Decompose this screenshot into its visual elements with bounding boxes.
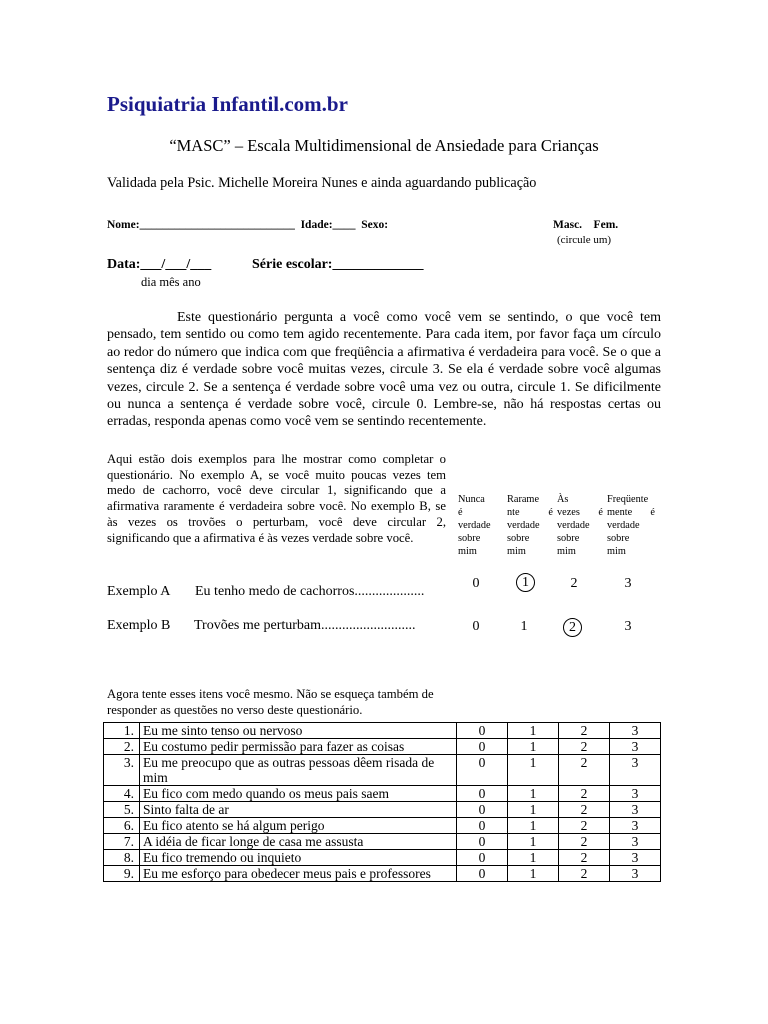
column-header-line: é <box>458 507 463 518</box>
table-row <box>104 723 661 739</box>
column-header-word: é <box>548 507 553 518</box>
item-number: 4. <box>104 786 140 802</box>
item-score-0[interactable]: 0 <box>457 802 508 818</box>
item-score-1[interactable]: 1 <box>508 834 559 850</box>
column-header-never <box>458 493 504 558</box>
validation-note: Validada pela Psic. Michelle Moreira Nunes e ainda aguardando publicação <box>107 175 537 191</box>
item-score-1[interactable]: 1 <box>508 755 559 786</box>
example-a-score-3: 3 <box>624 576 632 591</box>
item-text: Eu me sinto tenso ou nervoso <box>140 723 457 739</box>
item-text: Eu fico com medo quando os meus pais saem <box>140 786 457 802</box>
column-header-line: mim <box>507 546 526 557</box>
school-grade-line: Série escolar:_____________ <box>252 257 424 272</box>
item-number: 6. <box>104 818 140 834</box>
item-score-2[interactable]: 2 <box>559 786 610 802</box>
item-score-3[interactable]: 3 <box>610 755 661 786</box>
item-score-3[interactable]: 3 <box>610 834 661 850</box>
example-b-score-1: 1 <box>520 619 528 634</box>
table-row <box>104 834 661 850</box>
item-number: 1. <box>104 723 140 739</box>
column-header-word: vezes <box>557 507 580 518</box>
date-line: Data:___/___/___ <box>107 257 212 272</box>
item-score-0[interactable]: 0 <box>457 850 508 866</box>
example-b-label: Exemplo B <box>107 618 171 633</box>
column-header-line: mim <box>458 546 477 557</box>
item-score-2[interactable]: 2 <box>559 723 610 739</box>
table-row <box>104 786 661 802</box>
example-a-text: Eu tenho medo de cachorros.................... <box>195 584 425 599</box>
item-score-0[interactable]: 0 <box>457 834 508 850</box>
item-score-1[interactable]: 1 <box>508 866 559 882</box>
item-number: 7. <box>104 834 140 850</box>
example-a-score-1-circled: 1 <box>516 573 535 592</box>
item-score-3[interactable]: 3 <box>610 818 661 834</box>
item-text: Eu me esforço para obedecer meus pais e professores <box>140 866 457 882</box>
column-header-line: Freqüente <box>607 494 649 505</box>
sex-hint: (circule um) <box>557 234 612 246</box>
try-items-instructions: Agora tente esses itens você mesmo. Não se esqueça também de responder as questões no verso deste questionário. <box>107 687 434 717</box>
table-row <box>104 755 661 786</box>
date-parts-label: dia mês ano <box>141 275 201 289</box>
examples-explanation: Aqui estão dois exemplos para lhe mostrar como completar o questionário. No exemplo A, se você muito poucas vezes tem medo de cachorro, você deve circular 1, significando que a afirmativa raramente é verdadeira sobre você. No exemplo B, se às vezes os trovões o perturbam, você deve circular 2, significando que a afirmativa é às vezes verdade sobre você. <box>107 452 446 545</box>
item-text: Eu me preocupo que as outras pessoas dêem risada de mim <box>140 755 457 786</box>
item-score-2[interactable]: 2 <box>559 834 610 850</box>
table-row <box>104 866 661 882</box>
column-header-sometimes <box>557 493 603 558</box>
column-header-line <box>557 506 603 519</box>
site-title: Psiquiatria Infantil.com.br <box>107 92 348 116</box>
example-a-score-2: 2 <box>570 576 578 591</box>
column-header-line: sobre <box>458 533 481 544</box>
table-row <box>104 850 661 866</box>
sex-options: Masc. Fem. <box>553 219 619 231</box>
column-header-line: verdade <box>557 520 590 531</box>
column-header-word: nte <box>507 507 520 518</box>
column-header-line: sobre <box>507 533 530 544</box>
column-header-word: mente <box>607 507 633 518</box>
item-score-0[interactable]: 0 <box>457 723 508 739</box>
item-text: Sinto falta de ar <box>140 802 457 818</box>
column-header-line: verdade <box>507 520 540 531</box>
item-number: 5. <box>104 802 140 818</box>
item-number: 9. <box>104 866 140 882</box>
item-number: 2. <box>104 739 140 755</box>
item-score-1[interactable]: 1 <box>508 786 559 802</box>
example-a-score-0: 0 <box>472 576 480 591</box>
example-b-score-3: 3 <box>624 619 632 634</box>
table-row <box>104 739 661 755</box>
item-score-0[interactable]: 0 <box>457 866 508 882</box>
item-text: Eu fico atento se há algum perigo <box>140 818 457 834</box>
column-header-line: Nunca <box>458 494 485 505</box>
column-header-line: mim <box>607 546 626 557</box>
item-score-2[interactable]: 2 <box>559 866 610 882</box>
item-score-3[interactable]: 3 <box>610 850 661 866</box>
item-score-1[interactable]: 1 <box>508 739 559 755</box>
table-row <box>104 818 661 834</box>
item-score-3[interactable]: 3 <box>610 866 661 882</box>
items-table <box>103 722 661 882</box>
column-header-line: sobre <box>557 533 580 544</box>
example-b-text: Trovões me perturbam........................... <box>194 618 416 633</box>
table-row <box>104 802 661 818</box>
item-score-3[interactable]: 3 <box>610 786 661 802</box>
item-score-2[interactable]: 2 <box>559 818 610 834</box>
column-header-word: é <box>650 507 655 518</box>
instructions-paragraph: Este questionário pergunta a você como você vem se sentindo, o que você tem pensado, tem sentido ou como tem agido recentemente. Para cada item, por favor faça um círculo ao redor do número que indica com que freqüência a afirmativa é verdadeira para você. Se o que a sentença diz é verdade sobre você muitas vezes, circule 3. Se ela é verdade sobre você algumas vezes, circule 2. Se a sentença é verdade sobre você uma vez ou outra, circule 1. Se dificilmente ou nunca a sentença é verdade sobre você, circule 0. Lembre-se, não há respostas certas ou erradas, responda apenas como você vem se sentindo recentemente. <box>107 310 661 430</box>
item-number: 8. <box>104 850 140 866</box>
item-score-2[interactable]: 2 <box>559 802 610 818</box>
column-header-line <box>507 506 553 519</box>
item-score-1[interactable]: 1 <box>508 818 559 834</box>
item-score-0[interactable]: 0 <box>457 818 508 834</box>
column-header-line: verdade <box>607 520 640 531</box>
item-text: Eu fico tremendo ou inquieto <box>140 850 457 866</box>
column-header-line: Às <box>557 494 569 505</box>
column-header-often <box>607 493 655 558</box>
column-header-line: sobre <box>607 533 630 544</box>
column-header-word: é <box>598 507 603 518</box>
item-score-1[interactable]: 1 <box>508 723 559 739</box>
item-score-3[interactable]: 3 <box>610 739 661 755</box>
item-score-0[interactable]: 0 <box>457 786 508 802</box>
item-score-3[interactable]: 3 <box>610 723 661 739</box>
item-score-3[interactable]: 3 <box>610 802 661 818</box>
column-header-rarely <box>507 493 553 558</box>
item-score-2[interactable]: 2 <box>559 755 610 786</box>
column-header-line: verdade <box>458 520 491 531</box>
column-header-line: Rarame <box>507 494 540 505</box>
item-score-0[interactable]: 0 <box>457 739 508 755</box>
item-score-1[interactable]: 1 <box>508 850 559 866</box>
name-age-sex-line: Nome:___________________________ Idade:____ Sexo: <box>107 219 389 231</box>
example-a-label: Exemplo A <box>107 584 171 599</box>
example-b-score-2-circled: 2 <box>563 618 582 637</box>
item-score-2[interactable]: 2 <box>559 739 610 755</box>
item-number: 3. <box>104 755 140 786</box>
item-score-2[interactable]: 2 <box>559 850 610 866</box>
example-b-score-0: 0 <box>472 619 480 634</box>
item-text: A idéia de ficar longe de casa me assusta <box>140 834 457 850</box>
column-header-line: mim <box>557 546 576 557</box>
column-header-line <box>607 506 655 519</box>
item-score-1[interactable]: 1 <box>508 802 559 818</box>
document-title: “MASC” – Escala Multidimensional de Ansiedade para Crianças <box>169 136 599 155</box>
item-score-0[interactable]: 0 <box>457 755 508 786</box>
item-text: Eu costumo pedir permissão para fazer as coisas <box>140 739 457 755</box>
